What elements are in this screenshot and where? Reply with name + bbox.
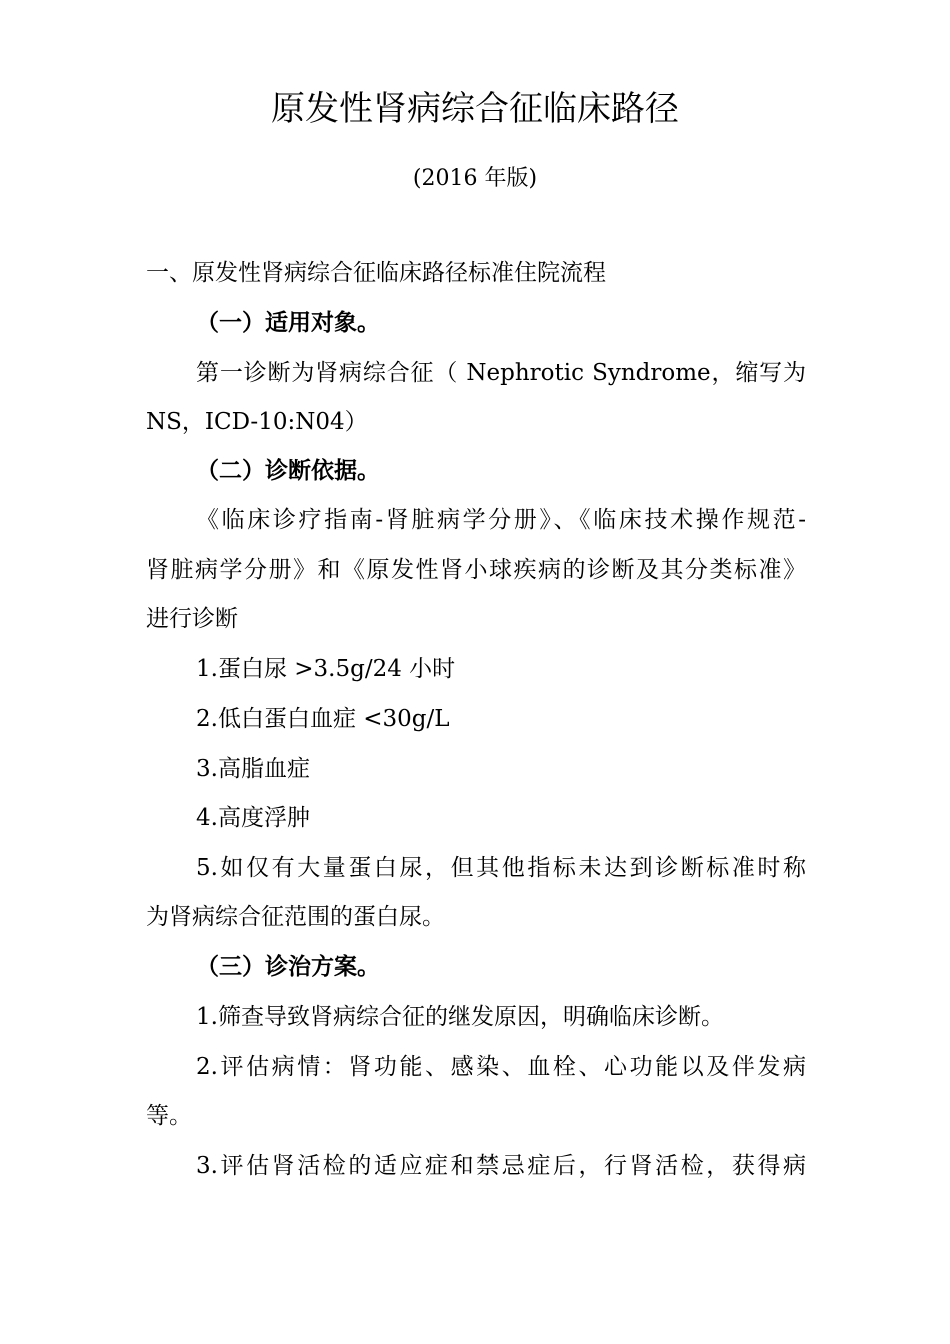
criteria-item: 4.高度浮肿 — [196, 805, 310, 831]
criteria-item: 1.蛋白尿 >3.5g/24 小时 — [196, 656, 456, 682]
criteria-item: 5.如仅有大量蛋白尿，但其他指标未达到诊断标准时称 — [196, 855, 806, 881]
plan-item-continuation: 等。 — [146, 1103, 192, 1129]
document-title: 原发性肾病综合征临床路径 — [271, 89, 679, 129]
scope-paragraph-line-1: 第一诊断为肾病综合征（ Nephrotic Syndrome，缩写为 — [196, 360, 806, 386]
section-heading: 一、原发性肾病综合征临床路径标准住院流程 — [146, 260, 606, 286]
diagnosis-paragraph-line-2: 肾脏病学分册》和《原发性肾小球疾病的诊断及其分类标准》 — [146, 557, 806, 583]
document-edition: (2016 年版) — [412, 166, 538, 191]
subsection-heading-scope: （一）适用对象。 — [196, 309, 380, 336]
plan-item: 3.评估肾活检的适应症和禁忌症后，行肾活检，获得病 — [196, 1153, 806, 1179]
subsection-heading-diagnosis: （二）诊断依据。 — [196, 457, 380, 484]
plan-item: 2.评估病情：肾功能、感染、血栓、心功能以及伴发病 — [196, 1054, 806, 1080]
subsection-heading-plan: （三）诊治方案。 — [196, 953, 380, 980]
plan-item: 1.筛查导致肾病综合征的继发原因，明确临床诊断。 — [196, 1004, 724, 1030]
diagnosis-paragraph-line-1: 《临床诊疗指南-肾脏病学分册》、《临床技术操作规范- — [196, 507, 806, 533]
diagnosis-paragraph-line-3: 进行诊断 — [146, 606, 238, 632]
criteria-item: 2.低白蛋白血症 <30g/L — [196, 706, 450, 732]
scope-paragraph-line-2: NS，ICD-10:N04） — [146, 409, 368, 435]
criteria-item: 3.高脂血症 — [196, 756, 310, 782]
criteria-item-continuation: 为肾病综合征范围的蛋白尿。 — [146, 904, 445, 930]
